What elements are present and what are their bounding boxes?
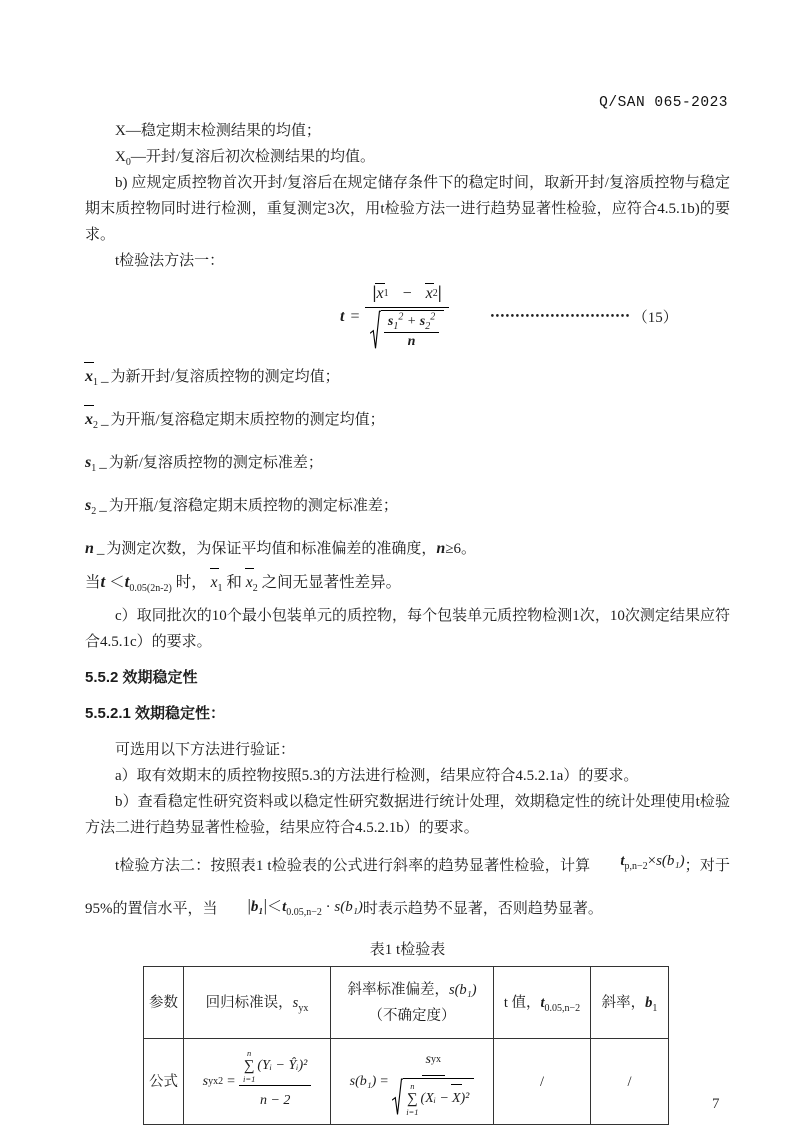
- definition-s2-sd: $s_2$ _ 为开瓶/复溶稳定期末质控物的测定标准差；: [85, 497, 398, 517]
- x1-bar: x: [85, 364, 93, 390]
- header-cell-t-value: t 值，$t_{0.05,n-2}$: [494, 967, 591, 1039]
- x2-bar: x: [85, 407, 93, 433]
- significance-condition: 当$t <t_{0.05(2n-2)}$ 时， $x_1$ 和 $x_2$ 之间无显著性差异。: [85, 572, 402, 595]
- page-number: 7: [712, 1096, 720, 1112]
- clause-b-stability: b) 应规定质控物首次开封/复溶后在规定储存条件下的稳定时间，取新开封/复溶质控物与稳定期末质控物同时进行检测，重复测定3次，用t检验方法一进行趋势显著性检验，应符合4.5.1b)的要求。: [85, 175, 730, 243]
- denominator-sqrt: $s_1^2 + s_2^2$ n: [370, 308, 444, 350]
- clause-c-packaging-units: c）取同批次的10个最小包装单元的质控物，每个包装单元质控物检测1次，10次测定结果应符合4.5.1c）的要求。: [85, 608, 730, 650]
- definition-x2-mean: $x_2$ _ 为开瓶/复溶稳定期末质控物的测定均值；: [85, 407, 730, 433]
- cell-t-value-empty: /: [494, 1039, 591, 1125]
- x-bar: X: [452, 1086, 461, 1112]
- heading-5-5-2-1: 5.5.2.1 效期稳定性：: [85, 705, 226, 722]
- document-code: Q/SAN 065-2023: [599, 95, 728, 111]
- x1-bar: x: [211, 570, 218, 596]
- definition-x1-mean: $x_1$ _ 为新开封/复溶质控物的测定均值；: [85, 364, 730, 390]
- inline-formula-b1-condition: $|b_1|<t_{0.05,n-2} \cdot s(b_1)$: [247, 896, 363, 918]
- x2-bar: x: [425, 284, 433, 302]
- radical-sign: [370, 310, 381, 350]
- fraction: [365, 283, 448, 350]
- header-cell-regression-se: 回归标准误，$s_{yx}$: [184, 967, 331, 1039]
- clause-b-expiry: b）查看稳定性研究资料或以稳定性研究数据进行统计处理，效期稳定性的统计处理使用t检验方法二进行趋势显著性检验，结果应符合4.5.2.1b）的要求。: [85, 794, 730, 836]
- cell-syx-formula: s yx 2 = n ∑ i=1 (Yᵢ − Ŷᵢ)² n − 2: [184, 1039, 331, 1125]
- heading-5-5-2: 5.5.2 效期稳定性: [85, 669, 198, 686]
- definition-x: X—稳定期末检测结果的均值；: [115, 123, 321, 139]
- t-test-table: [143, 966, 669, 1125]
- cell-slope-empty: /: [591, 1039, 669, 1125]
- dotted-leader: ••••••••••••••••••••••••••••: [490, 311, 631, 322]
- definition-n-count: n _ 为测定次数，为保证平均值和标准偏差的准确度，n≥6。: [85, 540, 477, 557]
- definition-x0: $X_0—$开封/复溶后初次检测结果的均值。: [115, 149, 376, 168]
- t-statistic-formula: t = | x 1 − x 2 | $s_1^2 + s_2^2$ n: [340, 283, 449, 350]
- header-cell-slope-sd: 斜率标准偏差，s(b₁) （不确定度）: [331, 967, 494, 1039]
- summation-symbol: n ∑ i=1: [406, 1081, 419, 1117]
- equation-number: （15）: [632, 310, 678, 326]
- summation-symbol: n ∑ i=1: [243, 1048, 256, 1084]
- verification-intro: 可选用以下方法进行验证：: [115, 742, 296, 758]
- table-header-row: [144, 967, 669, 1039]
- t-test-method1-label: t检验法方法一：: [115, 253, 225, 269]
- radical-sign: [392, 1078, 403, 1116]
- cell-sb1-formula: s(b₁) = s yx n ∑ i=1 (Xᵢ − X )²: [331, 1039, 494, 1125]
- header-cell-parameter: 参数: [144, 967, 184, 1039]
- inline-formula-tpn2: $t_{p,n-2}\times s(b_1)$: [620, 853, 685, 872]
- numerator-abs-difference: | x 1 − x 2 |: [365, 283, 448, 308]
- clause-a-expiry: a）取有效期末的质控物按照5.3的方法进行检测，结果应符合4.5.2.1a）的要求。: [115, 768, 639, 784]
- row-label-formula: 公式: [144, 1039, 184, 1125]
- header-cell-slope: 斜率，$b_1$: [591, 967, 669, 1039]
- table-formula-row: [144, 1039, 669, 1125]
- x1-bar: x: [376, 284, 384, 302]
- equation-15: [85, 283, 730, 350]
- definition-s1-sd: $s_1$ _ 为新/复溶质控物的测定标准差；: [85, 454, 323, 474]
- x2-bar: x: [246, 570, 253, 596]
- table1-title: 表1 t检验表: [369, 942, 446, 958]
- t-test-method2-paragraph: t检验方法二：按照表1 t检验表的公式进行斜率的趋势显著性检验，计算 $t_{p,n-2}\times s(b_1)$；对于95%的置信水平，当 $|b_1|<t_{0.05,n-2} \cdot s(b_1)$时表示趋势不显著，否则趋势显著。: [85, 841, 730, 929]
